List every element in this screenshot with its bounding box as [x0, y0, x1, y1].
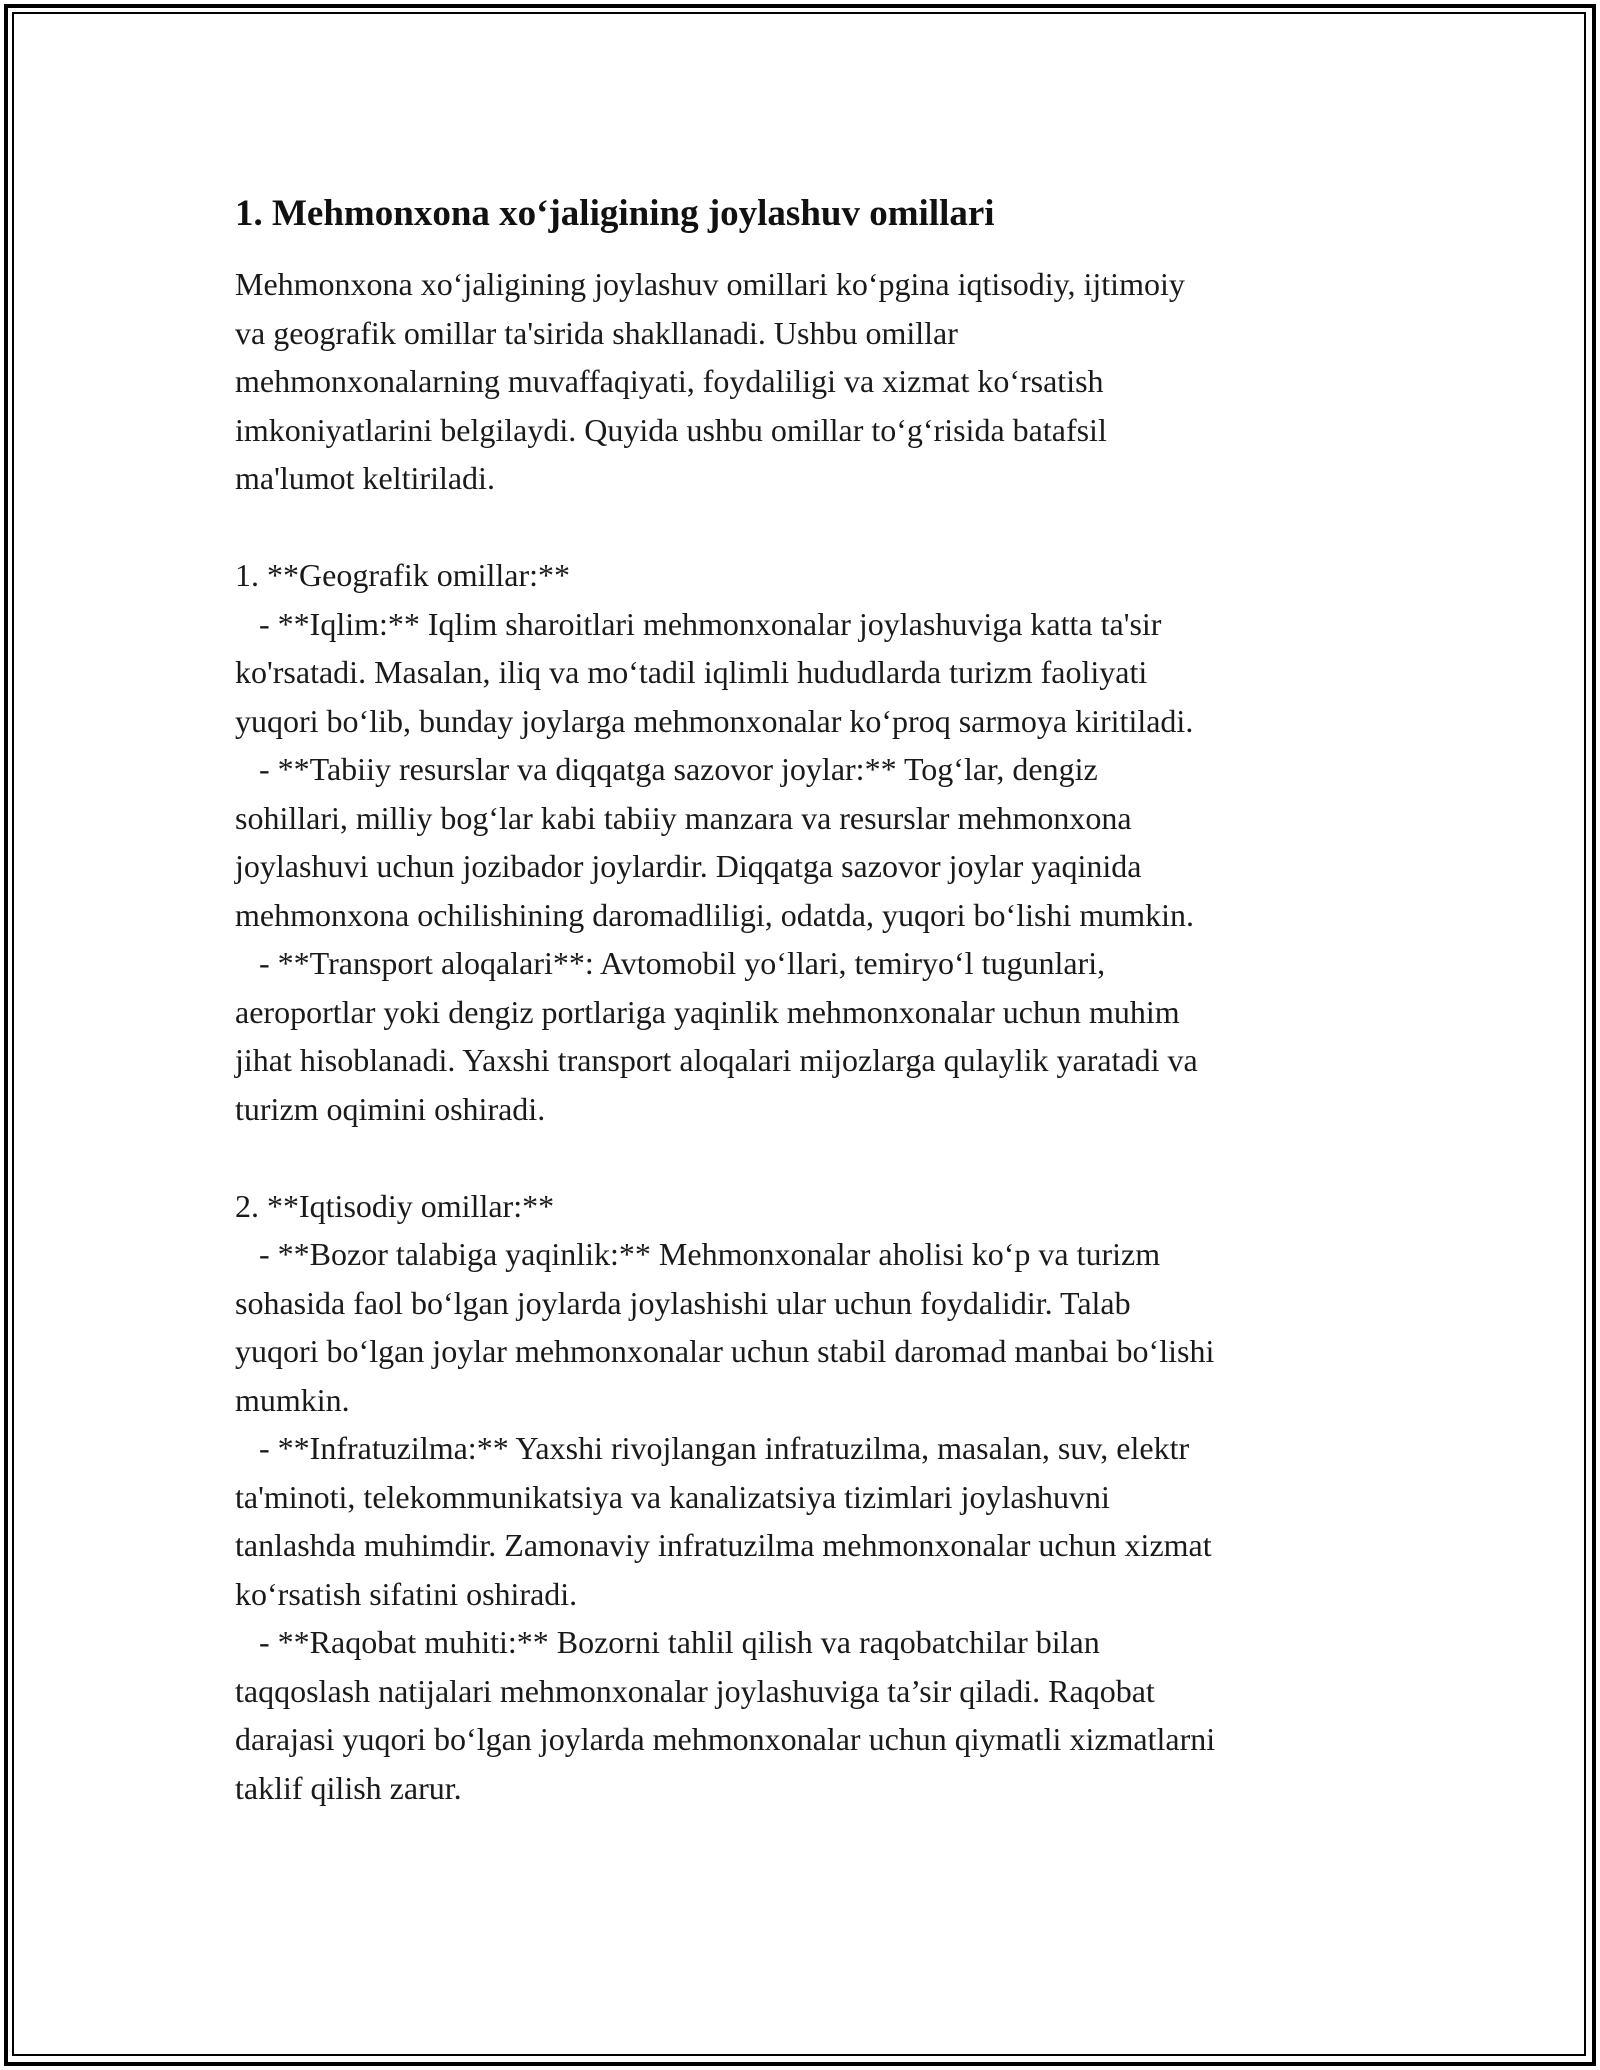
document-content [235, 190, 1365, 1812]
document-title: 1. Mehmonxona xo‘jaligining joylashuv omillari [235, 193, 995, 234]
document-body: Mehmonxona xo‘jaligining joylashuv omillari ko‘pgina iqtisodiy, ijtimoiy va geografik omillar ta'sirida shakllanadi. Ushbu omillar mehmonxonalarning muvaffaqiyati, foydaliligi va xizmat ko‘rsatish imkoniyatlarini belgilaydi. Quyida ushbu omillar to‘g‘risida batafsil ma'lumot keltiriladi. 1. **Geografik omillar:** - **Iqlim:** Iqlim sharoitlari mehmonxonalar joylashuviga katta ta'sir ko'rsatadi. Masalan, iliq va mo‘tadil iqlimli hududlarda turizm faoliyati yuqori bo‘lib, bunday joylarga mehmonxonalar ko‘proq sarmoya kiritiladi. - **Tabiiy resurslar va diqqatga sazovor joylar:** Tog‘lar, dengiz sohillari, milliy bog‘lar kabi tabiiy manzara va resurslar mehmonxona joylashuvi uchun jozibador joylardir. Diqqatga sazovor joylar yaqinida mehmonxona ochilishining daromadliligi, odatda, yuqori bo‘lishi mumkin. - **Transport aloqalari**: Avtomobil yo‘llari, temiryo‘l tugunlari, aeroportlar yoki dengiz portlariga yaqinlik mehmonxonalar uchun muhim jihat hisoblanadi. Yaxshi transport aloqalari mijozlarga qulaylik yaratadi va turizm oqimini oshiradi. 2. **Iqtisodiy omillar:** - **Bozor talabiga yaqinlik:** Mehmonxonalar aholisi ko‘p va turizm sohasida faol bo‘lgan joylarda joylashishi ular uchun foydalidir. Talab yuqori bo‘lgan joylar mehmonxonalar uchun stabil daromad manbai bo‘lishi mumkin. - **Infratuzilma:** Yaxshi rivojlangan infratuzilma, masalan, suv, elektr ta'minoti, telekommunikatsiya va kanalizatsiya tizimlari joylashuvni tanlashda muhimdir. Zamonaviy infratuzilma mehmonxonalar uchun xizmat ko‘rsatish sifatini oshiradi. - **Raqobat muhiti:** Bozorni tahlil qilish va raqobatchilar bilan taqqoslash natijalari mehmonxonalar joylashuviga ta’sir qiladi. Raqobat darajasi yuqori bo‘lgan joylarda mehmonxonalar uchun qiymatli xizmatlarni taklif qilish zarur. [235, 266, 1216, 1806]
